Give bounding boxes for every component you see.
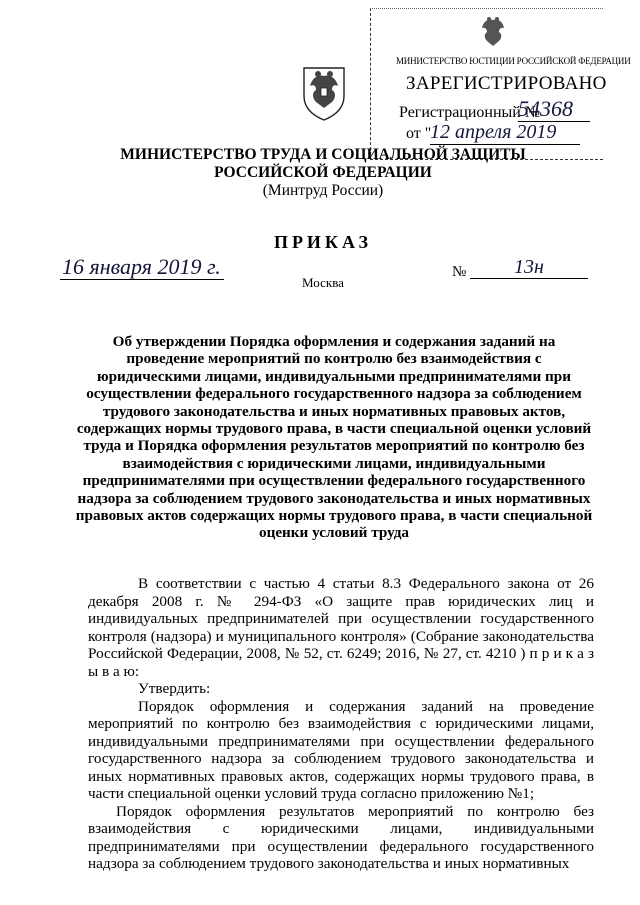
ministry-short-name: (Минтруд России) [262,182,384,199]
stamp-ministry: МИНИСТЕРСТВО ЮСТИЦИИ РОССИЙСКОЙ ФЕДЕРАЦИИ [396,56,631,66]
stamp-reg-label: Регистрационный № [399,104,541,121]
document-title: Об утверждении Порядка оформления и содержания заданий на проведение мероприятий по контролю без взаимодействия с юридическими лицами, индивидуальными предпринимателями при осуществлении федерального государственного надзора за соблюдением трудового законодательства и иных нормативных правовых актов, содержащих нормы трудового права, в части специальной оценки условий труда и Порядка оформления результатов мероприятий по контролю без взаимодействия с юридическими лицами, индивидуальными предпринимателями при осуществлении федерального государственного надзора за соблюдением трудового законодательства и иных нормативных правовых актов содержащих нормы трудового права, в части специальной оценки условий труда [75,333,593,542]
ministry-line-1: МИНИСТЕРСТВО ТРУДА И СОЦИАЛЬНОЙ ЗАЩИТЫ [120,146,526,163]
document-body [88,575,594,873]
order-city: Москва [302,275,344,290]
order-number-label: № [452,264,467,280]
stamp-emblem-icon [478,14,508,50]
ministry-name [100,146,546,182]
stamp-reg-number: 54368 [518,97,590,122]
coat-of-arms-icon [300,62,348,122]
body-paragraph-4: Порядок оформления результатов мероприятий по контролю без взаимодействия с юридическими лицами, индивидуальными предпринимателями при осуществлении федерального государственного надзора за соблюдением трудового законодательства и иных нормативных [88,802,594,872]
order-number: 13н [470,256,588,279]
stamp-date-value: 12 апреля 2019 [430,120,580,145]
ministry-line-2: РОССИЙСКОЙ ФЕДЕРАЦИИ [214,164,432,181]
body-paragraph-1: В соответствии с частью 4 статьи 8.3 Федерального закона от 26 декабря 2008 г. № 294-ФЗ «О защите прав юридических лиц и индивидуальных предпринимателей при осуществлении государственного контроля (надзора) и муниципального контроля» (Собрание законодательства Российской Федерации, 2008, № 52, ст. 6249; 2016, № 27, ст. 4210 ) п р и к а з ы в а ю: [88,575,594,680]
body-paragraph-2: Утвердить: [138,680,211,697]
stamp-registered: ЗАРЕГИСТРИРОВАНО [406,73,607,94]
order-title: ПРИКАЗ [273,232,373,252]
stamp-date-label: от " [406,125,432,142]
order-date: 16 января 2019 г. [62,254,221,279]
body-paragraph-3: Порядок оформления и содержания заданий на проведение мероприятий по контролю без взаимодействия с юридическими лицами, индивидуальными предпринимателями при осуществлении федерального государственного надзора за соблюдением трудового законодательства и иных нормативных правовых актов, содержащих нормы трудового права, в части специальной оценки условий труда согласно приложению №1; [88,697,594,802]
